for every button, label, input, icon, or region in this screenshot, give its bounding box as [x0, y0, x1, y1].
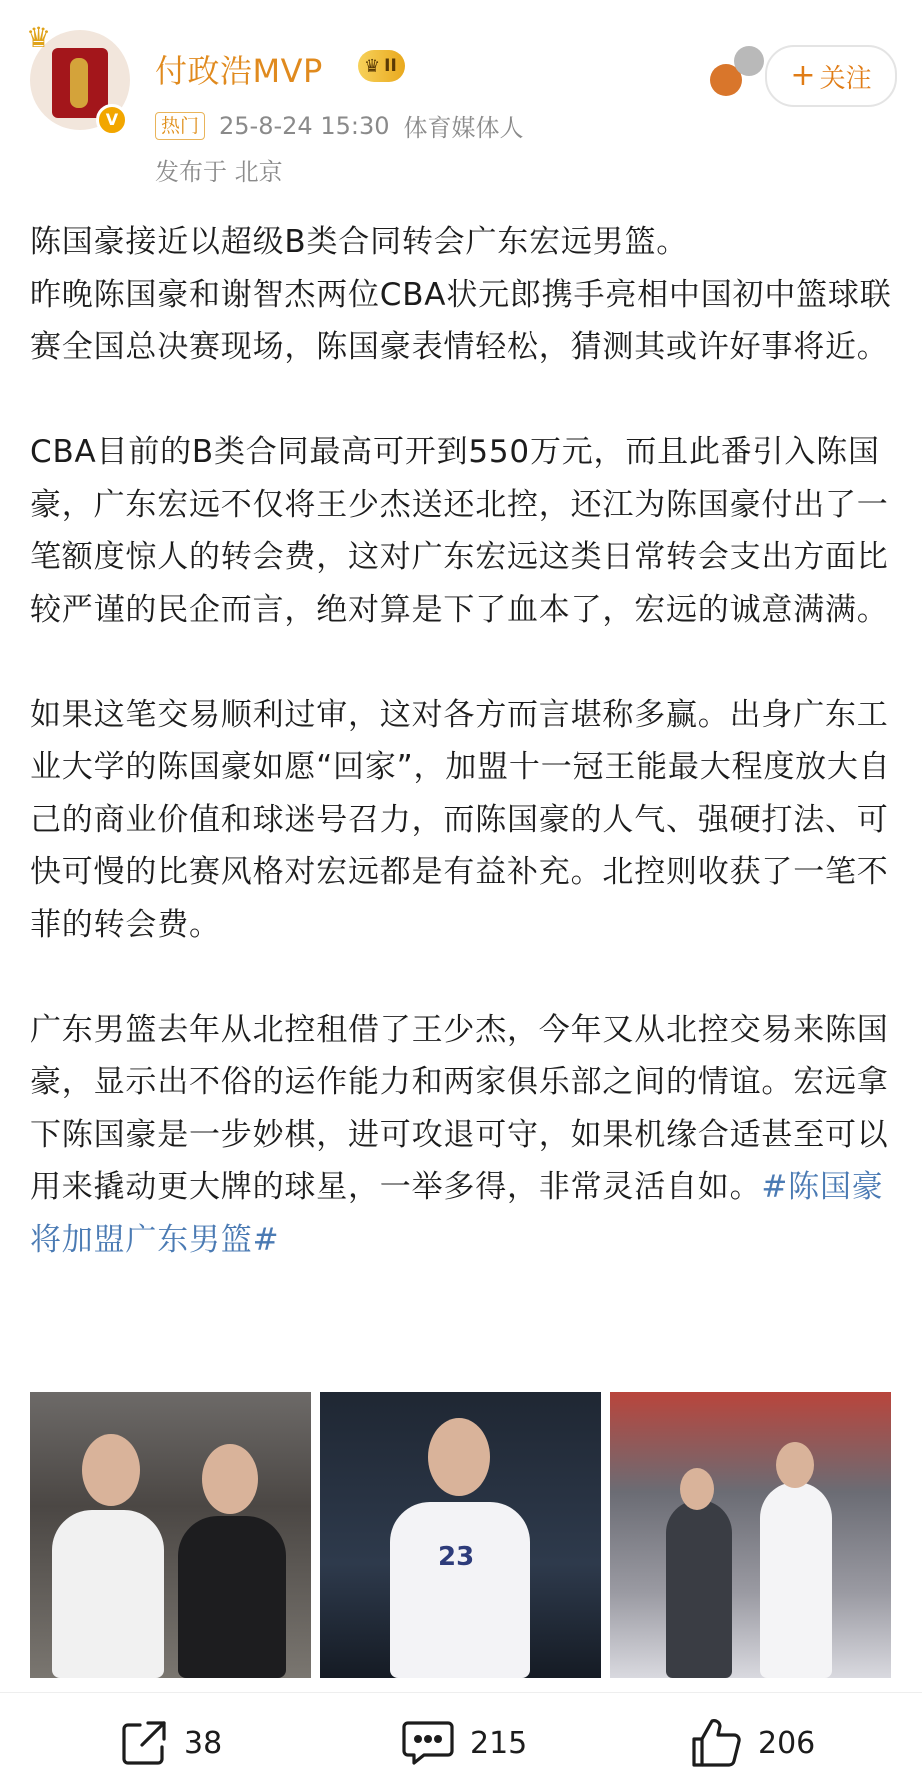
paragraph-3: 如果这笔交易顺利过审，这对各方而言堪称多赢。出身广东工业大学的陈国豪如愿“回家”，加盟十一冠王能最大程度放大自己的商业价值和球迷号召力，而陈国豪的人气、强硬打法、可快可慢的比赛风格对宏远都是有益补充。北控则收获了一笔不菲的转会费。 — [30, 696, 891, 943]
jersey-number: 23 — [438, 1542, 475, 1572]
mascot-decoration — [710, 46, 764, 94]
person-head — [82, 1434, 140, 1506]
level-badge[interactable] — [358, 50, 405, 82]
person-head — [776, 1442, 814, 1488]
thumbs-up-icon — [688, 1715, 744, 1771]
paragraph-1-line-1: 陈国豪接近以超级B类合同转会广东宏远男篮。 — [30, 224, 689, 260]
verified-icon: V — [96, 104, 128, 136]
post-image-3[interactable] — [610, 1392, 891, 1678]
person-figure — [760, 1482, 832, 1678]
person-head — [202, 1444, 258, 1514]
post-timestamp: 25-8-24 15:30 — [219, 111, 390, 140]
hot-tag: 热门 — [155, 112, 205, 140]
comment-icon — [400, 1717, 456, 1769]
mascot-head — [734, 46, 764, 76]
paragraph-1-line-2: 昨晚陈国豪和谢智杰两位CBA状元郎携手亮相中国初中篮球联赛全国总决赛现场，陈国豪表情轻松，猜测其或许好事将近。 — [30, 276, 892, 365]
like-button[interactable] — [688, 1715, 815, 1771]
avatar-player — [70, 58, 88, 108]
share-button[interactable] — [118, 1717, 222, 1769]
post-location: 发布于 北京 — [155, 158, 283, 186]
author-name[interactable]: 付政浩MVP — [155, 52, 323, 90]
post-meta — [155, 108, 523, 143]
post-content — [30, 216, 900, 1266]
follow-button[interactable] — [765, 45, 897, 107]
person-head — [428, 1418, 490, 1496]
paragraph-2: CBA目前的B类合同最高可开到550万元，而且此番引入陈国豪，广东宏远不仅将王少杰送还北控，还江为陈国豪付出了一笔额度惊人的转会费，这对广东宏远这类日常转会支出方面比较严谨的民企而言，绝对算是下了血本了，宏远的诚意满满。 — [30, 434, 889, 628]
hashtag-link[interactable]: #陈国豪将加盟广东男篮# — [30, 1169, 884, 1258]
comment-count: 215 — [470, 1725, 528, 1761]
share-icon — [118, 1717, 170, 1769]
crown-icon: ♛ — [26, 21, 52, 54]
image-gallery — [30, 1392, 892, 1678]
author-category: 体育媒体人 — [403, 114, 524, 142]
person-figure — [52, 1510, 164, 1678]
post-image-1[interactable] — [30, 1392, 311, 1678]
action-bar — [0, 1692, 922, 1791]
comment-button[interactable] — [400, 1717, 527, 1769]
level-badge-text: II — [384, 56, 397, 76]
person-figure — [178, 1516, 286, 1678]
crown-badge-icon: ♛ — [364, 55, 381, 77]
paragraph-4 — [30, 1004, 900, 1267]
person-figure — [390, 1502, 530, 1678]
person-head — [680, 1468, 714, 1510]
follow-button-label: 关注 — [819, 63, 872, 94]
post-image-2[interactable] — [320, 1392, 601, 1678]
person-figure — [666, 1500, 732, 1678]
like-count: 206 — [758, 1725, 816, 1761]
share-count: 38 — [184, 1725, 223, 1761]
paragraph-4-text: 广东男篮去年从北控租借了王少杰，今年又从北控交易来陈国豪，显示出不俗的运作能力和两家俱乐部之间的情谊。宏远拿下陈国豪是一步妙棋，进可攻退可守，如果机缘合适甚至可以用来撬动更大牌的球星，一举多得，非常灵活自如。 — [30, 1011, 889, 1205]
post-header — [0, 0, 922, 186]
plus-icon: + — [790, 58, 816, 93]
